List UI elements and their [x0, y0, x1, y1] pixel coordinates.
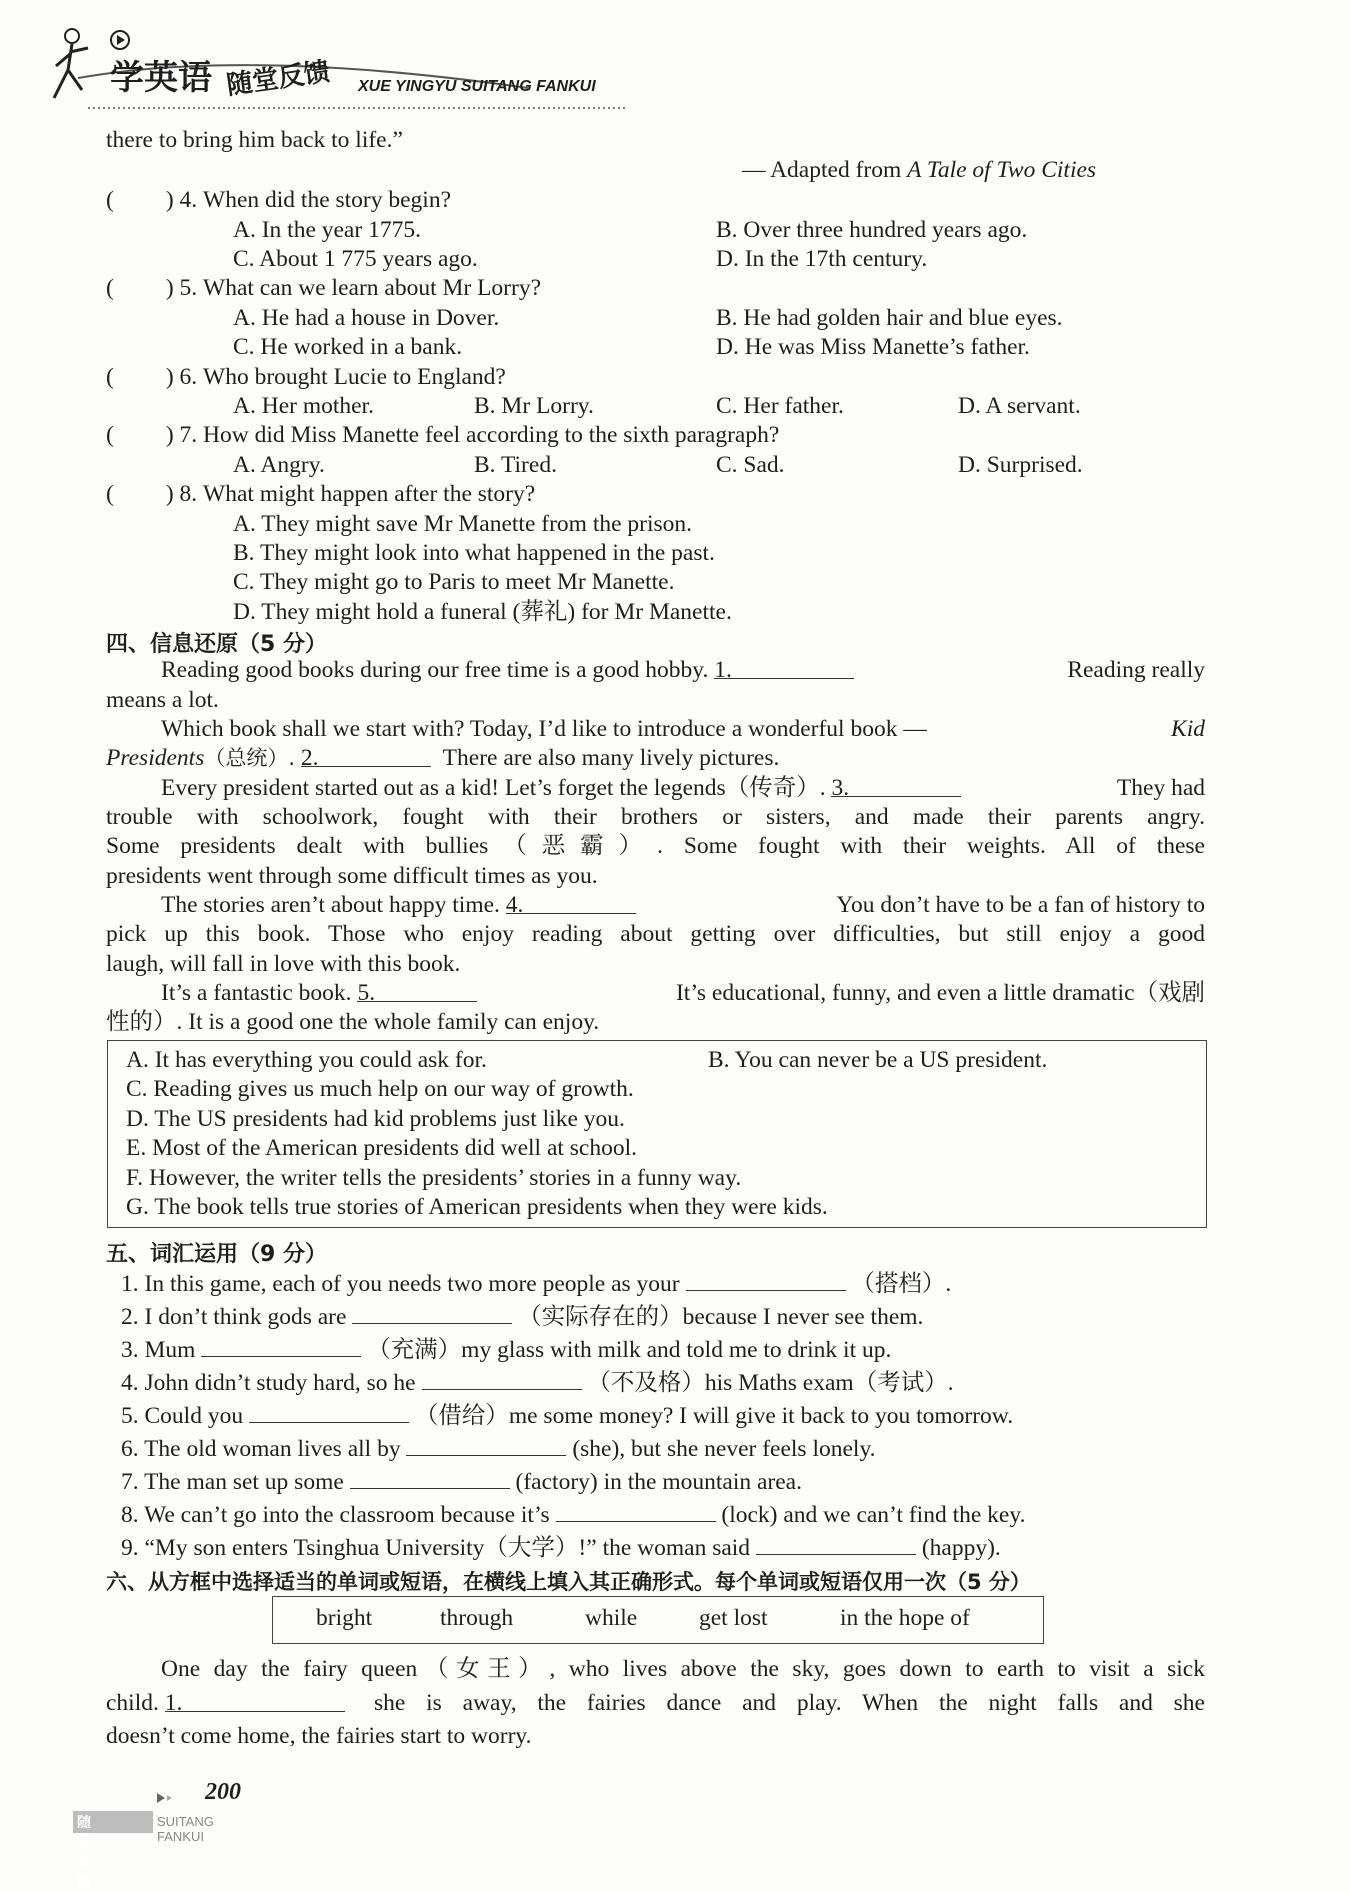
q5-option-d: D. He was Miss Manette’s father. [716, 334, 1030, 360]
s5-blank[interactable] [756, 1532, 916, 1555]
q6-option-b: B. Mr Lorry. [474, 393, 594, 419]
s5-blank[interactable] [249, 1400, 409, 1423]
q8-option-d: D. They might hold a funeral (葬礼) for Mr Manette. [233, 599, 732, 625]
word-in-the-hope-of: in the hope of [840, 1605, 970, 1631]
s5-item-2: 2. I don’t think gods are （实际存在的）because I never see them. [121, 1301, 923, 1332]
q6-option-d: D. A servant. [958, 393, 1081, 419]
s4-para2-line1: Which book shall we start with? Today, I’d like to introduce a wonderful book — Kid [161, 716, 1205, 742]
footer-en: SUITANG FANKUI [157, 1814, 214, 1844]
word-get-lost: get lost [699, 1605, 768, 1631]
s4-para3-line2: trouble with schoolwork, fought with their brothers or sisters, and made their parents angry. [106, 804, 1205, 830]
s4-para3-line4: presidents went through some difficult times as you. [106, 863, 598, 889]
q4-option-a: A. In the year 1775. [233, 217, 421, 243]
q4-option-c: C. About 1 775 years ago. [233, 246, 478, 272]
s6-para-line1: One day the fairy queen（女王）, who lives above the sky, goes down to earth to visit a sick [161, 1656, 1205, 1682]
question-8: ( ) 8. What might happen after the story? [106, 481, 536, 507]
s4-para1-line2: means a lot. [106, 687, 219, 713]
s5-item-6: 6. The old woman lives all by (she), but she never feels lonely. [121, 1433, 876, 1464]
s6-blank-1[interactable]: 1. [165, 1689, 345, 1712]
option-c: C. Reading gives us much help on our way of growth. [126, 1076, 634, 1102]
s5-item-5: 5. Could you （借给）me some money? I will give it back to you tomorrow. [121, 1400, 1013, 1431]
q4-option-b: B. Over three hundred years ago. [716, 217, 1028, 243]
option-e: E. Most of the American presidents did well at school. [126, 1135, 638, 1161]
s5-item-9: 9. “My son enters Tsinghua University（大学）!” the woman said (happy). [121, 1532, 1001, 1563]
q5-option-a: A. He had a house in Dover. [233, 305, 500, 331]
blank-2[interactable]: 2. [301, 744, 431, 767]
s5-blank[interactable] [556, 1499, 716, 1522]
word-bright: bright [316, 1605, 373, 1631]
q7-option-d: D. Surprised. [958, 452, 1083, 478]
q8-option-b: B. They might look into what happened in the past. [233, 540, 715, 566]
s5-item-7: 7. The man set up some (factory) in the mountain area. [121, 1466, 802, 1497]
s5-item-3: 3. Mum （充满）my glass with milk and told me to drink it up. [121, 1334, 891, 1365]
question-5: ( ) 5. What can we learn about Mr Lorry? [106, 275, 542, 301]
blank-4[interactable]: 4. [506, 891, 636, 914]
s5-blank[interactable] [201, 1334, 361, 1357]
source-title: A Tale of Two Cities [907, 157, 1097, 183]
option-d: D. The US presidents had kid problems just like you. [126, 1106, 625, 1132]
question-4: ( ) 4. When did the story begin? [106, 187, 452, 213]
s5-blank[interactable] [352, 1301, 512, 1324]
blank-3[interactable]: 3. [831, 774, 961, 797]
s4-para4-line1: The stories aren’t about happy time. 4. You don’t have to be a fan of history to [161, 892, 1205, 918]
option-g: G. The book tells true stories of American presidents when they were kids. [126, 1194, 828, 1220]
s5-item-1: 1. In this game, each of you needs two more people as your （搭档）. [121, 1268, 951, 1299]
s6-para-line2: child. 1. she is away, the fairies dance and play. When the night falls and she [106, 1690, 1205, 1716]
option-f: F. However, the writer tells the presidents’ stories in a funny way. [126, 1165, 742, 1191]
s5-item-8: 8. We can’t go into the classroom because it’s (lock) and we can’t find the key. [121, 1499, 1025, 1530]
s4-para1-line1: Reading good books during our free time is a good hobby. 1. Reading really [161, 657, 1205, 683]
s6-para-line3: doesn’t come home, the fairies start to worry. [106, 1723, 532, 1749]
section-6-title: 六、从方框中选择适当的单词或短语，在横线上填入其正确形式。每个单词或短语仅用一次（5 分） [106, 1570, 1031, 1594]
blank-1[interactable]: 1. [714, 656, 854, 679]
s5-blank[interactable] [422, 1367, 582, 1390]
s5-blank[interactable] [350, 1466, 510, 1489]
word-while: while [585, 1605, 638, 1631]
q7-option-b: B. Tired. [474, 452, 557, 478]
logo-title: 学英语 [110, 58, 212, 98]
question-6: ( ) 6. Who brought Lucie to England? [106, 364, 506, 390]
s4-para4-line3: laugh, will fall in love with this book. [106, 951, 461, 977]
page-number: 200 [205, 1779, 241, 1805]
s5-blank[interactable] [686, 1268, 846, 1291]
blank-5[interactable]: 5. [357, 979, 477, 1002]
option-a: A. It has everything you could ask for. [126, 1047, 487, 1073]
s4-para3-line1: Every president started out as a kid! Let’s forget the legends（传奇）. 3. They had [161, 775, 1205, 801]
s4-para5-line2: 性的）. It is a good one the whole family can enjoy. [106, 1009, 600, 1035]
q6-option-a: A. Her mother. [233, 393, 374, 419]
q4-option-d: D. In the 17th century. [716, 246, 928, 272]
section-5-title: 五、词汇运用（9 分） [106, 1242, 327, 1267]
footer-cn: 随堂反馈 [77, 1815, 91, 1891]
option-b: B. You can never be a US president. [708, 1047, 1048, 1073]
word-through: through [440, 1605, 514, 1631]
q7-option-a: A. Angry. [233, 452, 325, 478]
s5-item-4: 4. John didn’t study hard, so he （不及格）his Maths exam（考试）. [121, 1367, 954, 1398]
logo-pinyin: XUE YINGYU SUITANG FANKUI [358, 78, 596, 95]
q8-option-a: A. They might save Mr Manette from the prison. [233, 511, 693, 537]
header-logo [48, 18, 638, 113]
q5-option-c: C. He worked in a bank. [233, 334, 463, 360]
passage-last-line: there to bring him back to life.” [106, 127, 403, 153]
s5-blank[interactable] [406, 1433, 566, 1456]
s4-para4-line2: pick up this book. Those who enjoy reading about getting over difficulties, but still enjoy a good [106, 921, 1205, 947]
q7-option-c: C. Sad. [716, 452, 785, 478]
logo-subtitle: 随堂反馈 [224, 56, 332, 102]
s4-para5-line1: It’s a fantastic book. 5. It’s educational, funny, and even a little dramatic（戏剧 [161, 980, 1205, 1006]
section-4-title: 四、信息还原（5 分） [106, 632, 327, 657]
s4-para3-line3: Some presidents dealt with bullies（恶霸）. Some fought with their weights. All of these [106, 833, 1205, 859]
passage-source [742, 156, 1096, 185]
question-7: ( ) 7. How did Miss Manette feel according to the sixth paragraph? [106, 422, 780, 448]
s4-para2-line2: Presidents（总统）. 2. There are also many lively pictures. [106, 745, 780, 771]
q5-option-b: B. He had golden hair and blue eyes. [716, 305, 1063, 331]
arrow-right-icon [155, 1791, 185, 1805]
q6-option-c: C. Her father. [716, 393, 844, 419]
q8-option-c: C. They might go to Paris to meet Mr Manette. [233, 569, 675, 595]
source-prefix: — Adapted from [742, 157, 908, 183]
